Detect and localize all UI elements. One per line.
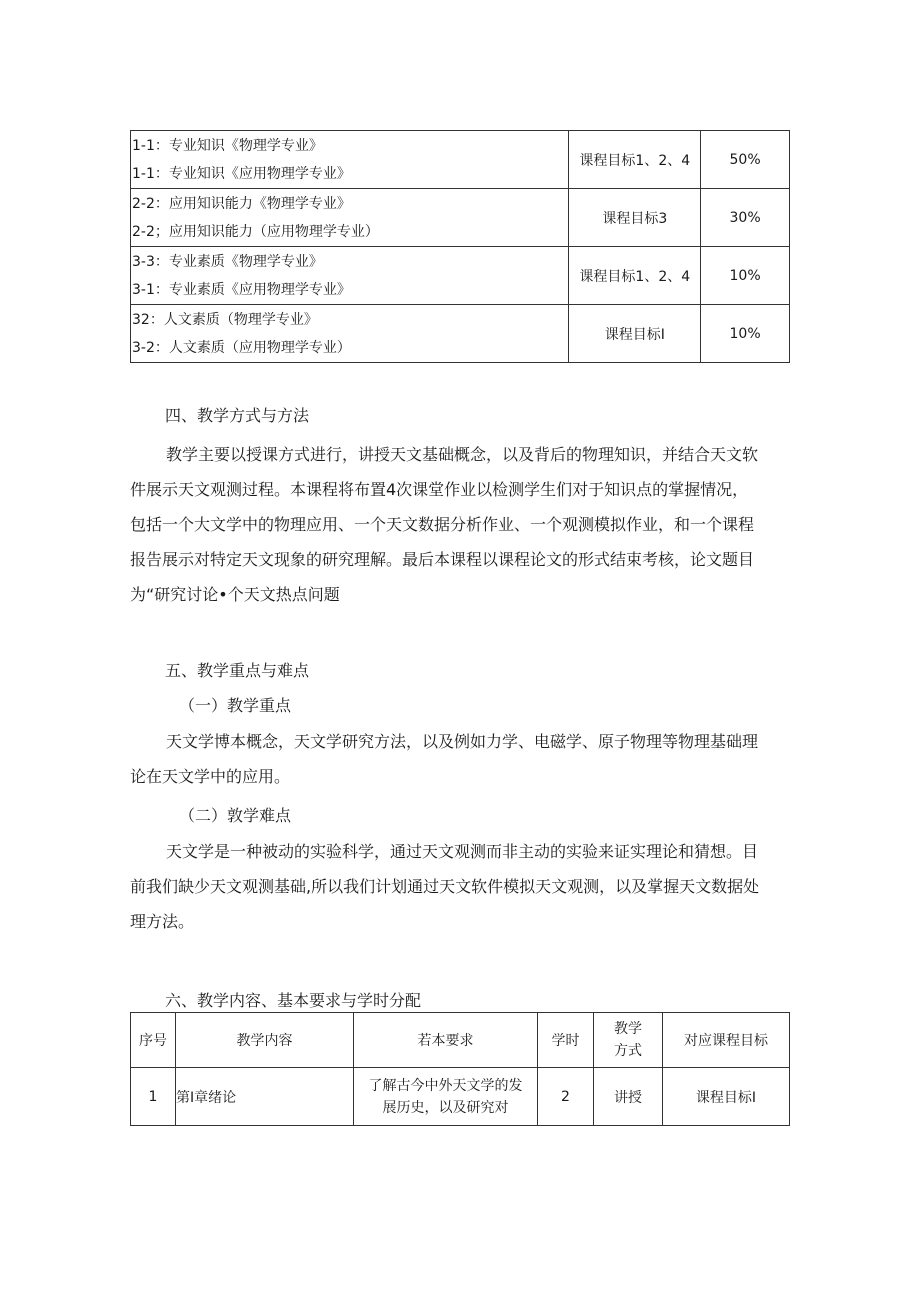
table-row: [131, 131, 790, 189]
goal-cell: 课程目标I: [569, 305, 701, 363]
requirement-cell: 3-3：专业素质《物理学专业》 3-1：专业素质《应用物理学专业》: [131, 247, 569, 305]
goal-cell: 课程目标1、2、4: [569, 247, 701, 305]
header-content: 教学内容: [176, 1013, 354, 1068]
section4-heading: 四、教学方式与方法: [165, 406, 310, 425]
requirement-cell: 1-1：专业知识《物理学专业》 1-1：专业知识《应用物理学专业》: [131, 131, 569, 189]
cell-goal: 课程目标I: [663, 1068, 790, 1126]
header-hours: 学时: [538, 1013, 594, 1068]
cell-method: 讲授: [594, 1068, 663, 1126]
table-row: [131, 189, 790, 247]
section5-sub1: （一）教学重点: [179, 696, 292, 715]
header-goal: 对应课程目标: [663, 1013, 790, 1068]
graduation-requirement-table: [130, 130, 790, 363]
table-row: [131, 305, 790, 363]
weight-cell: 10%: [701, 247, 790, 305]
section5-sub2-paragraph: 天文学是一种被动的实验科学，通过天文观测而非主动的实验来证实理论和猜想。目 前我们缺少天文观测基础,所以我们计划通过天文软件模拟天文观测，以及掌握天文数据处 理方法。: [130, 842, 760, 931]
header-no: 序号: [131, 1013, 176, 1068]
table-row: [131, 247, 790, 305]
goal-cell: 课程目标1、2、4: [569, 131, 701, 189]
cell-no: 1: [131, 1068, 176, 1126]
cell-requirement: 了解古今中外天文学的发 展历史，以及研究对: [354, 1068, 538, 1126]
table-header-row: [131, 1013, 790, 1068]
teaching-content-table: [130, 1012, 790, 1126]
section6-heading: 六、教学内容、基本要求与学时分配: [165, 991, 422, 1010]
section5-sub2: （二）敦学难点: [179, 806, 292, 825]
goal-cell: 课程目标3: [569, 189, 701, 247]
weight-cell: 50%: [701, 131, 790, 189]
header-method: 教学 方式: [594, 1013, 663, 1068]
header-requirement: 若本要求: [354, 1013, 538, 1068]
weight-cell: 10%: [701, 305, 790, 363]
section4-paragraph: 教学主要以授课方式进行，讲授天文基础概念，以及背后的物理知识，并结合天文软 件展示天文观测过程。本课程将布置4次课堂作业以检测学生们对于知识点的掌握情况， 包括一个大文学中的物理应用、一个天文数据分析作业、一个观测模拟作业，和一个课程 报告展示对特定天文现象的研究理解。最后本课程以课程论文的形式结束考核，论文题目 为“研究讨论•个天文热点问题: [130, 445, 759, 604]
table-row: [131, 1068, 790, 1126]
section5-heading: 五、教学重点与难点: [165, 661, 310, 680]
requirement-cell: 2-2：应用知识能力《物理学专业》 2-2；应用知识能力（应用物理学专业）: [131, 189, 569, 247]
cell-content: 第I章绪论: [176, 1068, 354, 1126]
requirement-cell: 32：人文素质（物理学专业》 3-2：人文素质（应用物理学专业）: [131, 305, 569, 363]
cell-hours: 2: [538, 1068, 594, 1126]
section5-sub1-paragraph: 天文学博本概念，天文学研究方法，以及例如力学、电磁学、原子物理等物理基础理 论在天文学中的应用。: [130, 732, 759, 786]
weight-cell: 30%: [701, 189, 790, 247]
